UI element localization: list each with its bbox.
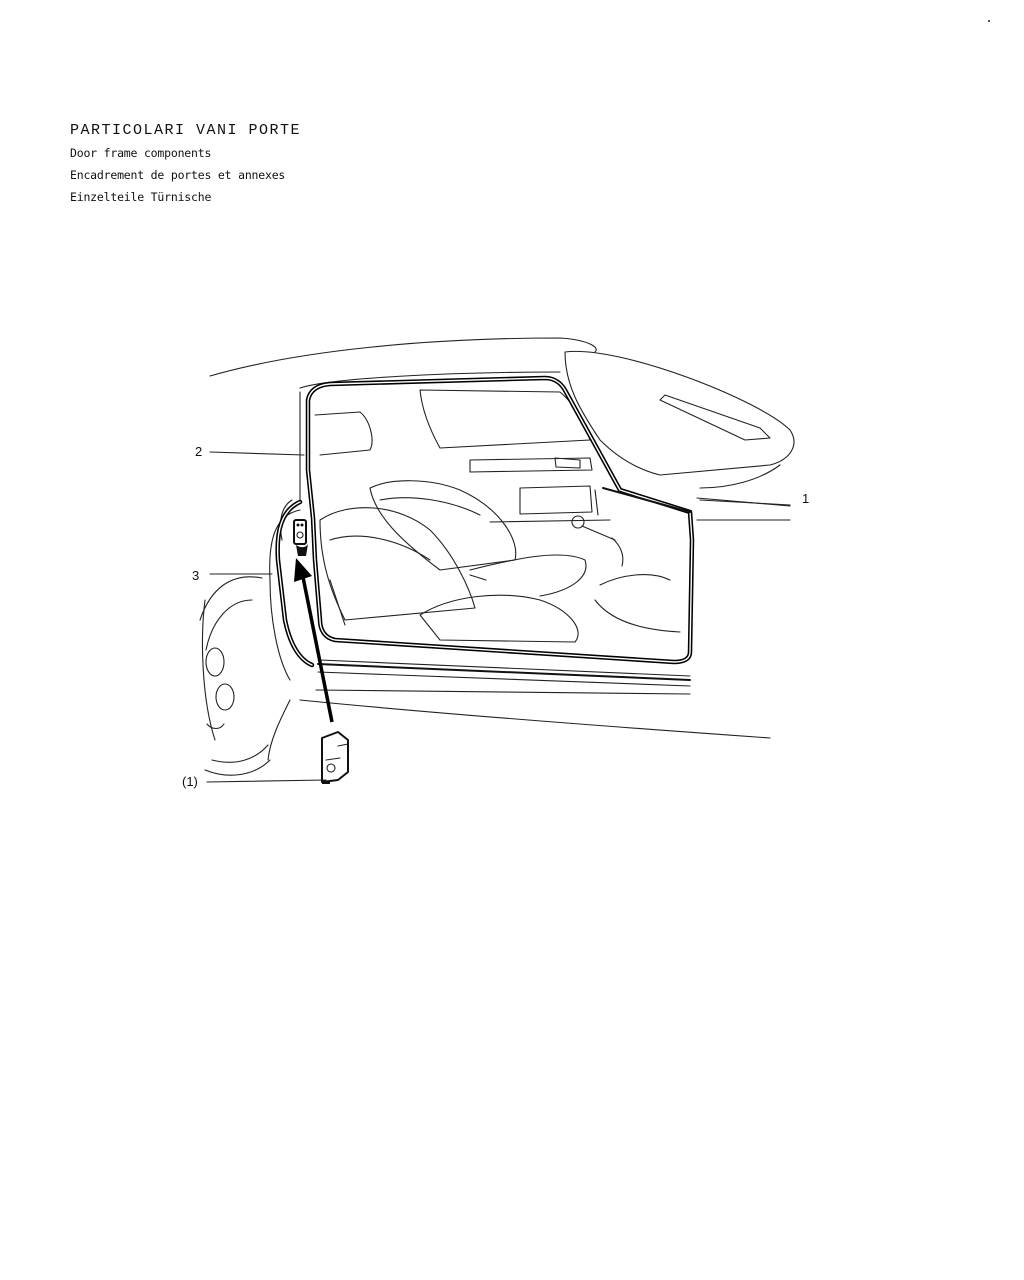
page-title: PARTICOLARI VANI PORTE [70, 122, 302, 139]
assembly-arrow [294, 558, 332, 722]
car-body-outline [210, 338, 794, 738]
wheel-icon [200, 510, 300, 775]
gear-lever-icon [572, 516, 670, 585]
striker-plate-detail-icon [322, 732, 348, 784]
callout-1: 1 [802, 491, 810, 506]
callout-1-detail: (1) [182, 774, 198, 789]
callout-3: 3 [192, 568, 200, 583]
subtitle-french: Encadrement de portes et annexes [70, 168, 286, 182]
seat-icon [320, 481, 586, 642]
striker-plate-icon [294, 520, 308, 556]
door-seal-icon [308, 378, 692, 662]
subtitle-german: Einzelteile Türnische [70, 190, 212, 204]
callout-2: 2 [195, 444, 203, 459]
subtitle-english: Door frame components [70, 146, 212, 160]
callout-leaders [207, 452, 790, 782]
interior [315, 390, 680, 642]
